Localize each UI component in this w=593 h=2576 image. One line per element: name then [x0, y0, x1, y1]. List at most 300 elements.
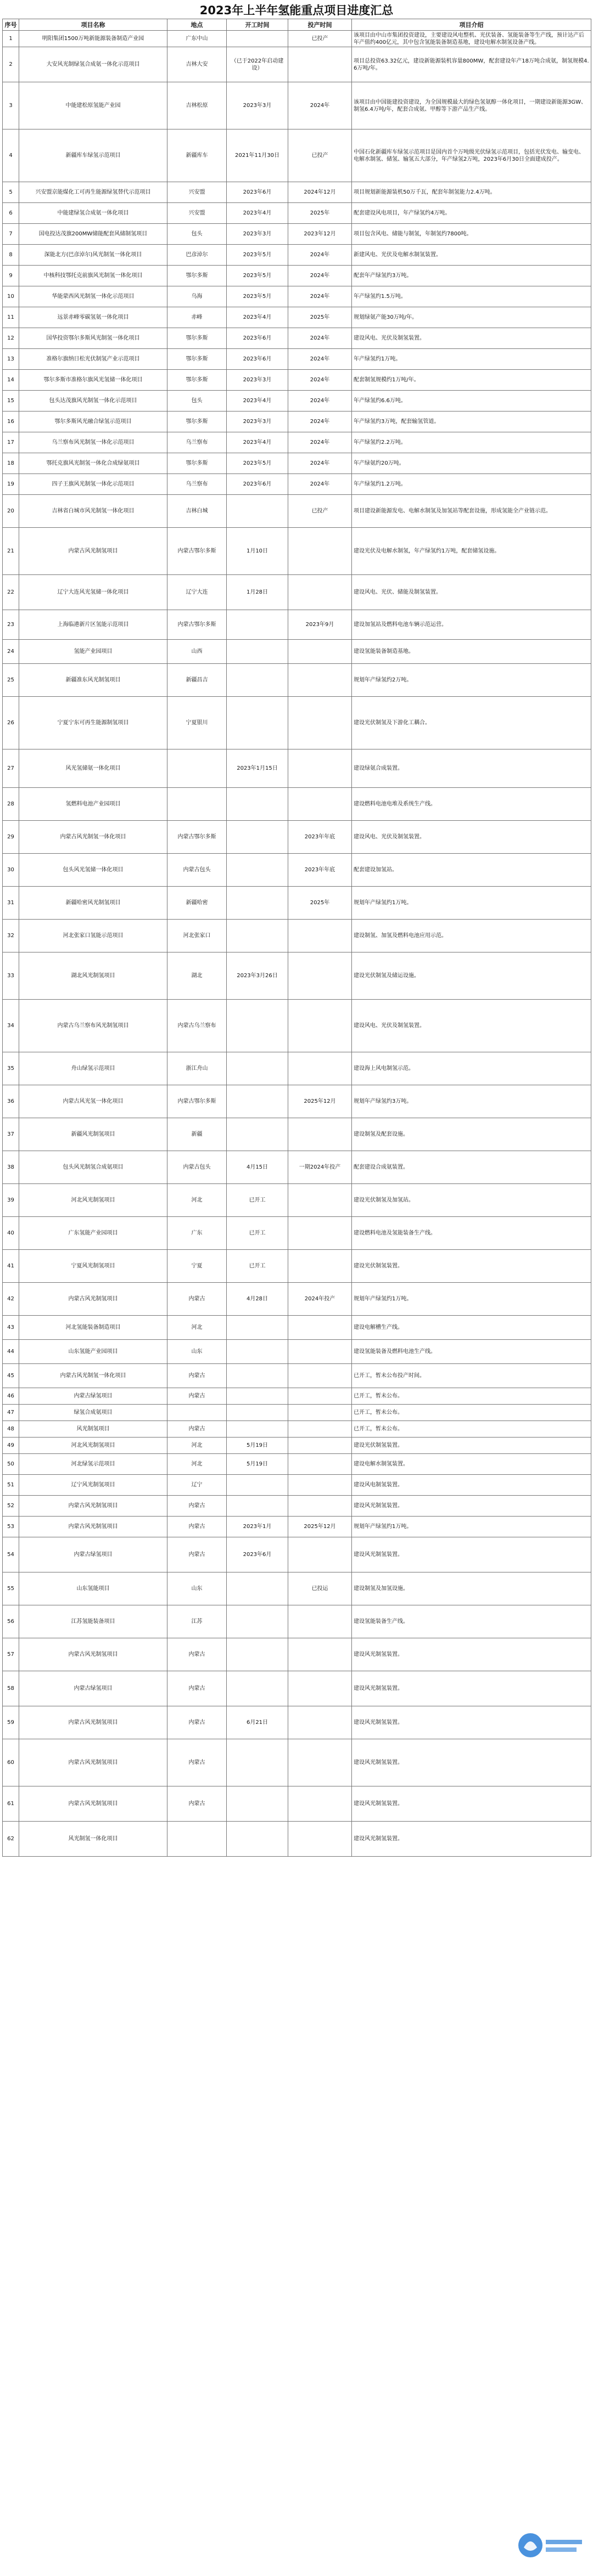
project-intro: 建设制氢及加氢设施。: [352, 1572, 591, 1605]
project-name: 舟山绿氢示范项目: [19, 1052, 167, 1085]
production-date: [288, 1052, 352, 1085]
row-number: 61: [3, 1786, 19, 1822]
production-date: 2024年: [288, 370, 352, 391]
start-date: [227, 1671, 288, 1706]
start-date: 2023年6月: [227, 1537, 288, 1572]
project-name: 中核科技鄂托克前旗风光制氢一体化项目: [19, 266, 167, 286]
row-number: 7: [3, 224, 19, 245]
table-row: [3, 1706, 591, 1739]
project-location: 宁夏银川: [167, 697, 227, 749]
table-row: [3, 1671, 591, 1706]
start-date: 2023年1月: [227, 1517, 288, 1537]
project-location: 巴彦淖尔: [167, 245, 227, 266]
row-number: 5: [3, 182, 19, 203]
project-location: 河北: [167, 1454, 227, 1475]
row-number: 23: [3, 610, 19, 640]
project-intro: 建设氢能装备生产线。: [352, 1605, 591, 1638]
production-date: [288, 1118, 352, 1151]
table-row: [3, 349, 591, 370]
project-location: 乌海: [167, 286, 227, 307]
start-date: 2023年5月: [227, 286, 288, 307]
row-number: 30: [3, 854, 19, 887]
table-row: [3, 920, 591, 952]
production-date: 已投运: [288, 1572, 352, 1605]
production-date: 2024年: [288, 391, 352, 412]
table-row: [3, 1000, 591, 1052]
project-name: 江苏氢能装备项目: [19, 1605, 167, 1638]
row-number: 56: [3, 1605, 19, 1638]
table-row: [3, 1250, 591, 1283]
project-intro: 建设风光制氢装置。: [352, 1786, 591, 1822]
table-row: [3, 749, 591, 788]
project-intro: 建设风电、光伏及制氢装置。: [352, 328, 591, 349]
production-date: [288, 1184, 352, 1217]
table-row: [3, 1405, 591, 1421]
row-number: 18: [3, 453, 19, 474]
start-date: [227, 1496, 288, 1517]
production-date: 2025年12月: [288, 1085, 352, 1118]
start-date: 2023年4月: [227, 307, 288, 328]
project-intro: 建设风电、光伏及制氢装置。: [352, 821, 591, 854]
project-location: 广东中山: [167, 31, 227, 47]
start-date: [227, 1085, 288, 1118]
project-intro: 规划年产绿氢约3万吨。: [352, 1085, 591, 1118]
row-number: 60: [3, 1739, 19, 1786]
project-location: [167, 1822, 227, 1857]
production-date: [288, 1822, 352, 1857]
project-location: 兴安盟: [167, 203, 227, 224]
projects-table: [2, 19, 591, 1857]
project-location: 赤峰: [167, 307, 227, 328]
project-location: 兴安盟: [167, 182, 227, 203]
header-intro: 项目介绍: [352, 19, 591, 31]
row-number: 38: [3, 1151, 19, 1184]
start-date: [227, 1786, 288, 1822]
table-row: [3, 697, 591, 749]
row-number: 37: [3, 1118, 19, 1151]
production-date: 2024年: [288, 266, 352, 286]
row-number: 8: [3, 245, 19, 266]
row-number: 25: [3, 664, 19, 697]
project-location: 内蒙古乌兰察布: [167, 1000, 227, 1052]
project-intro: 建设加氢站及燃料电池车辆示范运营。: [352, 610, 591, 640]
project-intro: 建设海上风电制氢示范。: [352, 1052, 591, 1085]
table-row: [3, 474, 591, 495]
row-number: 55: [3, 1572, 19, 1605]
start-date: [227, 1364, 288, 1388]
project-location: 内蒙古: [167, 1638, 227, 1671]
start-date: 2021年11月30日: [227, 129, 288, 182]
production-date: [288, 697, 352, 749]
start-date: [227, 1638, 288, 1671]
project-location: 鄂尔多斯: [167, 453, 227, 474]
production-date: [288, 1421, 352, 1438]
table-row: [3, 453, 591, 474]
project-name: 内蒙古绿氢项目: [19, 1671, 167, 1706]
start-date: 2023年5月: [227, 453, 288, 474]
production-date: [288, 1739, 352, 1786]
project-name: 河北张家口氢能示范项目: [19, 920, 167, 952]
project-intro: 年产绿氢约1.2万吨。: [352, 474, 591, 495]
project-location: 新疆库车: [167, 129, 227, 182]
project-location: 宁夏: [167, 1250, 227, 1283]
table-row: [3, 528, 591, 575]
production-date: 2025年: [288, 307, 352, 328]
table-row: [3, 1052, 591, 1085]
table-row: [3, 224, 591, 245]
project-name: 新疆库车绿氢示范项目: [19, 129, 167, 182]
project-intro: 规划年产绿氢约1万吨。: [352, 1517, 591, 1537]
production-date: 2024年: [288, 245, 352, 266]
project-name: 兴安盟京能煤化工可再生能源绿氢替代示范项目: [19, 182, 167, 203]
table-row: [3, 1537, 591, 1572]
production-date: [288, 1405, 352, 1421]
project-location: 内蒙古: [167, 1706, 227, 1739]
project-location: 辽宁大连: [167, 575, 227, 610]
production-date: 已投产: [288, 31, 352, 47]
production-date: [288, 1388, 352, 1405]
table-row: [3, 307, 591, 328]
row-number: 35: [3, 1052, 19, 1085]
start-date: 1月28日: [227, 575, 288, 610]
start-date: 2023年6月: [227, 328, 288, 349]
production-date: [288, 1605, 352, 1638]
project-intro: 配套建设加氢站。: [352, 854, 591, 887]
project-intro: 建设风光制氢装置。: [352, 1739, 591, 1786]
project-location: 内蒙古: [167, 1786, 227, 1822]
project-name: 内蒙古风光制氢一体化项目: [19, 1364, 167, 1388]
start-date: 5月19日: [227, 1454, 288, 1475]
project-name: 内蒙古风光制氢项目: [19, 1283, 167, 1316]
project-location: 内蒙古包头: [167, 854, 227, 887]
project-location: 内蒙古: [167, 1421, 227, 1438]
project-name: 内蒙古风光制氢项目: [19, 1638, 167, 1671]
project-name: 远景赤峰零碳氢氨一体化项目: [19, 307, 167, 328]
project-intro: 配套建设风电项目，年产绿氢约4万吨。: [352, 203, 591, 224]
table-row: [3, 788, 591, 821]
project-name: 内蒙古风光制氢项目: [19, 528, 167, 575]
start-date: 2023年3月: [227, 82, 288, 129]
start-date: 2023年5月: [227, 266, 288, 286]
production-date: 2024年: [288, 328, 352, 349]
production-date: 2023年年底: [288, 854, 352, 887]
project-intro: 建设燃料电池电堆及系统生产线。: [352, 788, 591, 821]
table-row: [3, 1421, 591, 1438]
row-number: 31: [3, 887, 19, 920]
production-date: [288, 1706, 352, 1739]
row-number: 15: [3, 391, 19, 412]
start-date: [227, 1316, 288, 1340]
row-number: 53: [3, 1517, 19, 1537]
start-date: [227, 640, 288, 664]
project-name: 河北氢能装备制造项目: [19, 1316, 167, 1340]
project-name: 内蒙古风光制氢项目: [19, 1706, 167, 1739]
production-date: 2023年9月: [288, 610, 352, 640]
table-row: [3, 1340, 591, 1364]
production-date: [288, 1217, 352, 1250]
production-date: [288, 1340, 352, 1364]
start-date: （已于2022年启动建设）: [227, 47, 288, 82]
watermark-logo-icon: [514, 2523, 585, 2571]
table-row: [3, 412, 591, 432]
table-row: [3, 1475, 591, 1496]
project-name: 大安风光制绿氢合成氨一体化示范项目: [19, 47, 167, 82]
row-number: 47: [3, 1405, 19, 1421]
production-date: [288, 640, 352, 664]
production-date: 2025年: [288, 203, 352, 224]
start-date: 已开工: [227, 1217, 288, 1250]
production-date: [288, 1364, 352, 1388]
start-date: 2023年4月: [227, 391, 288, 412]
project-location: 内蒙古包头: [167, 1151, 227, 1184]
header-location: 地点: [167, 19, 227, 31]
row-number: 41: [3, 1250, 19, 1283]
project-location: 内蒙古: [167, 1283, 227, 1316]
project-intro: 建设光伏及电解水制氢，年产绿氢约1万吨，配套储氢设施。: [352, 528, 591, 575]
table-row: [3, 1316, 591, 1340]
start-date: [227, 31, 288, 47]
project-intro: 已开工，暂未公布投产时间。: [352, 1364, 591, 1388]
table-row: [3, 129, 591, 182]
project-intro: 该项目由中国能建投资建设，为全国规模最大的绿色氢氨醇一体化项目，一期建设新能源3GW、制氢6.4万吨/年，配套合成氨、甲醇等下游产品生产线。: [352, 82, 591, 129]
table-row: [3, 610, 591, 640]
project-location: 山西: [167, 640, 227, 664]
project-intro: 年产绿氢约6.6万吨。: [352, 391, 591, 412]
row-number: 24: [3, 640, 19, 664]
project-intro: 项目包含风电、储能与制氢，年制氢约7800吨。: [352, 224, 591, 245]
project-location: 鄂尔多斯: [167, 370, 227, 391]
project-location: 河北: [167, 1184, 227, 1217]
start-date: [227, 1739, 288, 1786]
project-name: 准格尔旗纳日松光伏制氢产业示范项目: [19, 349, 167, 370]
project-location: 内蒙古: [167, 1496, 227, 1517]
row-number: 12: [3, 328, 19, 349]
start-date: 4月28日: [227, 1283, 288, 1316]
table-row: [3, 1517, 591, 1537]
project-intro: 建设燃料电池及氢能装备生产线。: [352, 1217, 591, 1250]
project-name: 河北风光制氢项目: [19, 1438, 167, 1454]
project-intro: 已开工，暂未公布。: [352, 1388, 591, 1405]
project-location: 内蒙古: [167, 1364, 227, 1388]
project-name: 鄂尔多斯风光融合绿氢示范项目: [19, 412, 167, 432]
project-name: 绿氢合成氨项目: [19, 1405, 167, 1421]
project-intro: 建设风光制氢装置。: [352, 1822, 591, 1857]
row-number: 4: [3, 129, 19, 182]
project-name: 辽宁大连风光氢储一体化项目: [19, 575, 167, 610]
row-number: 13: [3, 349, 19, 370]
project-intro: 建设风光制氢装置。: [352, 1537, 591, 1572]
start-date: [227, 610, 288, 640]
project-name: 深能北方(巴彦淖尔)风光制氢一体化项目: [19, 245, 167, 266]
row-number: 40: [3, 1217, 19, 1250]
project-location: 乌兰察布: [167, 474, 227, 495]
project-intro: 规划年产绿氢约2万吨。: [352, 664, 591, 697]
row-number: 14: [3, 370, 19, 391]
row-number: 52: [3, 1496, 19, 1517]
project-intro: 年产绿氢约1.5万吨。: [352, 286, 591, 307]
start-date: [227, 1388, 288, 1405]
row-number: 36: [3, 1085, 19, 1118]
production-date: 一期2024年投产: [288, 1151, 352, 1184]
project-intro: 年产绿氢约2.2万吨。: [352, 432, 591, 453]
project-intro: 建设光伏制氢装置。: [352, 1438, 591, 1454]
start-date: [227, 887, 288, 920]
project-name: 内蒙古风光制氢项目: [19, 1739, 167, 1786]
row-number: 45: [3, 1364, 19, 1388]
row-number: 46: [3, 1388, 19, 1405]
production-date: [288, 1475, 352, 1496]
project-location: 内蒙古鄂尔多斯: [167, 821, 227, 854]
production-date: 2023年年底: [288, 821, 352, 854]
project-intro: 建设光伏制氢装置。: [352, 1250, 591, 1283]
project-intro: 已开工，暂未公布。: [352, 1405, 591, 1421]
row-number: 58: [3, 1671, 19, 1706]
project-intro: 项目规划新能源装机50万千瓦，配套年制氢能力2.4万吨。: [352, 182, 591, 203]
row-number: 32: [3, 920, 19, 952]
table-row: [3, 821, 591, 854]
project-location: 河北张家口: [167, 920, 227, 952]
project-name: 鄂托克旗风光制氢一体化合成绿氨项目: [19, 453, 167, 474]
production-date: 2025年: [288, 887, 352, 920]
table-row: [3, 370, 591, 391]
project-name: 风光制氢项目: [19, 1421, 167, 1438]
production-date: 2024年: [288, 474, 352, 495]
project-location: 内蒙古: [167, 1517, 227, 1537]
production-date: 2024年12月: [288, 182, 352, 203]
project-name: 内蒙古风光氢一体化项目: [19, 1085, 167, 1118]
start-date: [227, 664, 288, 697]
project-name: 宁夏风光制氢项目: [19, 1250, 167, 1283]
table-row: [3, 1151, 591, 1184]
project-intro: 建设电解槽生产线。: [352, 1316, 591, 1340]
production-date: 已投产: [288, 129, 352, 182]
project-location: 山东: [167, 1340, 227, 1364]
project-name: 上海临港新片区氢能示范项目: [19, 610, 167, 640]
start-date: [227, 920, 288, 952]
table-row: [3, 82, 591, 129]
table-row: [3, 391, 591, 412]
project-name: 广东氢能产业园项目: [19, 1217, 167, 1250]
row-number: 11: [3, 307, 19, 328]
project-intro: 建设风电、光伏及制氢装置。: [352, 1000, 591, 1052]
project-intro: 建设制氢及配套设施。: [352, 1118, 591, 1151]
table-row: [3, 1822, 591, 1857]
project-intro: 配套建设合成氨装置。: [352, 1151, 591, 1184]
project-intro: 建设光伏制氢及下游化工耦合。: [352, 697, 591, 749]
project-location: 广东: [167, 1217, 227, 1250]
production-date: [288, 1638, 352, 1671]
production-date: 2024年投产: [288, 1283, 352, 1316]
table-row: [3, 854, 591, 887]
project-name: 四子王旗风光制氢一体化示范项目: [19, 474, 167, 495]
start-date: [227, 854, 288, 887]
start-date: 2023年6月: [227, 349, 288, 370]
start-date: 1月10日: [227, 528, 288, 575]
table-row: [3, 952, 591, 1000]
start-date: [227, 1340, 288, 1364]
production-date: [288, 1496, 352, 1517]
project-location: 新疆昌吉: [167, 664, 227, 697]
table-row: [3, 31, 591, 47]
row-number: 20: [3, 495, 19, 528]
row-number: 51: [3, 1475, 19, 1496]
project-intro: 建设绿氨合成装置。: [352, 749, 591, 788]
project-name: 内蒙古风光制氢项目: [19, 1786, 167, 1822]
start-date: [227, 697, 288, 749]
table-row: [3, 203, 591, 224]
project-name: 国电投达茂旗200MW储能配套风储制氢项目: [19, 224, 167, 245]
project-name: 山东氢能产业园项目: [19, 1340, 167, 1364]
row-number: 9: [3, 266, 19, 286]
table-row: [3, 1184, 591, 1217]
project-location: [167, 1405, 227, 1421]
table-row: [3, 1572, 591, 1605]
project-name: 辽宁风光制氢项目: [19, 1475, 167, 1496]
table-row: [3, 328, 591, 349]
production-date: [288, 1454, 352, 1475]
row-number: 43: [3, 1316, 19, 1340]
start-date: 2023年3月: [227, 370, 288, 391]
start-date: [227, 1822, 288, 1857]
project-name: 河北绿氢示范项目: [19, 1454, 167, 1475]
row-number: 33: [3, 952, 19, 1000]
project-name: 新疆哈密风光制氢项目: [19, 887, 167, 920]
project-name: 山东氢能项目: [19, 1572, 167, 1605]
row-number: 17: [3, 432, 19, 453]
project-name: 包头达茂旗风光制氢一体化示范项目: [19, 391, 167, 412]
start-date: 2023年6月: [227, 474, 288, 495]
row-number: 28: [3, 788, 19, 821]
table-row: [3, 1638, 591, 1671]
project-name: 内蒙古风光制氢一体化项目: [19, 821, 167, 854]
production-date: 2024年: [288, 349, 352, 370]
project-location: 内蒙古鄂尔多斯: [167, 610, 227, 640]
row-number: 54: [3, 1537, 19, 1572]
header-start: 开工时间: [227, 19, 288, 31]
project-location: 鄂尔多斯: [167, 349, 227, 370]
table-row: [3, 664, 591, 697]
project-name: 内蒙古风光制氢项目: [19, 1496, 167, 1517]
row-number: 27: [3, 749, 19, 788]
table-row: [3, 1364, 591, 1388]
start-date: 已开工: [227, 1250, 288, 1283]
production-date: [288, 664, 352, 697]
start-date: 4月15日: [227, 1151, 288, 1184]
project-name: 明阳集团1500万吨新能源装备制造产业园: [19, 31, 167, 47]
start-date: [227, 788, 288, 821]
project-location: 内蒙古: [167, 1537, 227, 1572]
project-name: 内蒙古风光制氢项目: [19, 1517, 167, 1537]
project-location: 鄂尔多斯: [167, 412, 227, 432]
project-location: 鄂尔多斯: [167, 328, 227, 349]
table-row: [3, 1739, 591, 1786]
row-number: 19: [3, 474, 19, 495]
project-name: 风光氢储氨一体化项目: [19, 749, 167, 788]
project-location: 山东: [167, 1572, 227, 1605]
project-intro: 规划绿氨产能30万吨/年。: [352, 307, 591, 328]
start-date: [227, 1000, 288, 1052]
production-date: [288, 1438, 352, 1454]
project-location: 辽宁: [167, 1475, 227, 1496]
row-number: 62: [3, 1822, 19, 1857]
project-location: 湖北: [167, 952, 227, 1000]
project-location: 内蒙古鄂尔多斯: [167, 1085, 227, 1118]
table-row: [3, 575, 591, 610]
start-date: 2023年4月: [227, 203, 288, 224]
production-date: 2024年: [288, 453, 352, 474]
production-date: [288, 1537, 352, 1572]
row-number: 39: [3, 1184, 19, 1217]
